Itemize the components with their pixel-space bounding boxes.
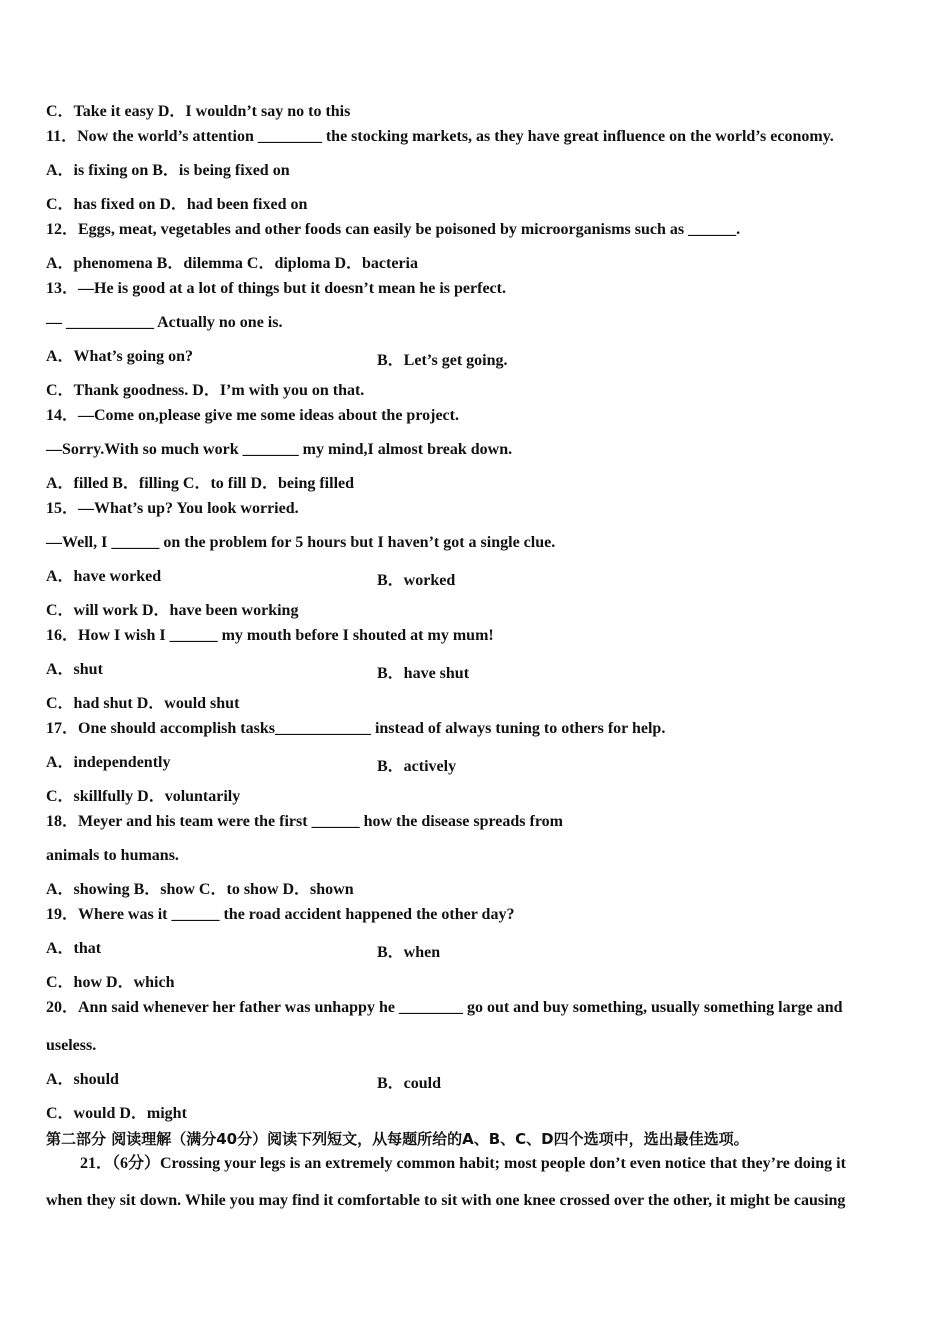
q14-response: —Sorry.With so much work _______ my mind,I almost break down. xyxy=(46,441,513,458)
q16-stem: 16．How I wish I ______ my mouth before I shouted at my mum! xyxy=(46,627,494,644)
q13-options-cd: C．Thank goodness. D．I’m with you on that. xyxy=(46,382,365,399)
section-heading: 第二部分 阅读理解（满分40分）阅读下列短文，从每题所给的A、B、C、D四个选项中，选出最佳选项。 xyxy=(46,1130,749,1148)
q19-option-a: A．that xyxy=(46,940,102,957)
passage-line-2: when they sit down. While you may find it comfortable to sit with one knee crossed over the other, it might be causing xyxy=(46,1192,846,1209)
q12-stem: 12．Eggs, meat, vegetables and other foods can easily be poisoned by microorganisms such as ______. xyxy=(46,221,741,238)
q15-option-b: B．worked xyxy=(377,572,456,589)
q16-option-b: B．have shut xyxy=(377,665,470,682)
passage-line-1: 21．（6分）Crossing your legs is an extremely common habit; most people don’t even notice that they’re doing it xyxy=(80,1155,846,1172)
q17-option-a: A．independently xyxy=(46,754,171,771)
q18-options: A．showing B．show C．to show D．shown xyxy=(46,881,354,898)
q11-options-cd: C．has fixed on D．had been fixed on xyxy=(46,196,308,213)
q15-stem: 15．—What’s up? You look worried. xyxy=(46,500,299,517)
q17-options-cd: C．skillfully D．voluntarily xyxy=(46,788,241,805)
q17-stem: 17．One should accomplish tasks____________ instead of always tuning to others for help. xyxy=(46,720,666,737)
q19-stem: 19．Where was it ______ the road accident happened the other day? xyxy=(46,906,515,923)
q13-response: — ___________ Actually no one is. xyxy=(46,314,283,331)
q11-stem: 11．Now the world’s attention ________ the stocking markets, as they have great influence on the world’s economy. xyxy=(46,128,834,145)
q20-options-cd: C．would D．might xyxy=(46,1105,187,1122)
q19-options-cd: C．how D．which xyxy=(46,974,175,991)
q16-options-cd: C．had shut D．would shut xyxy=(46,695,240,712)
q20-option-b: B．could xyxy=(377,1075,442,1092)
q11-options-ab: A．is fixing on B．is being fixed on xyxy=(46,162,290,179)
q13-stem: 13．—He is good at a lot of things but it doesn’t mean he is perfect. xyxy=(46,280,506,297)
q13-option-b: B．Let’s get going. xyxy=(377,352,508,369)
q19-option-b: B．when xyxy=(377,944,441,961)
q13-option-a: A．What’s going on? xyxy=(46,348,193,365)
q15-option-a: A．have worked xyxy=(46,568,162,585)
q14-stem: 14．—Come on,please give me some ideas about the project. xyxy=(46,407,459,424)
q15-response: —Well, I ______ on the problem for 5 hours but I haven’t got a single clue. xyxy=(46,534,556,551)
q20-option-a: A．should xyxy=(46,1071,119,1088)
q10-options-cd: C．Take it easy D．I wouldn’t say no to this xyxy=(46,103,351,120)
q18-stem: 18．Meyer and his team were the first ______ how the disease spreads from xyxy=(46,813,563,830)
q14-options: A．filled B．filling C．to fill D．being filled xyxy=(46,475,355,492)
q20-stem: 20．Ann said whenever her father was unhappy he ________ go out and buy something, usually something large and xyxy=(46,999,843,1016)
q20-stem-cont: useless. xyxy=(46,1037,97,1054)
q18-stem-cont: animals to humans. xyxy=(46,847,179,864)
q12-options: A．phenomena B．dilemma C．diploma D．bacteria xyxy=(46,255,419,272)
q15-options-cd: C．will work D．have been working xyxy=(46,602,299,619)
q16-option-a: A．shut xyxy=(46,661,103,678)
q17-option-b: B．actively xyxy=(377,758,457,775)
